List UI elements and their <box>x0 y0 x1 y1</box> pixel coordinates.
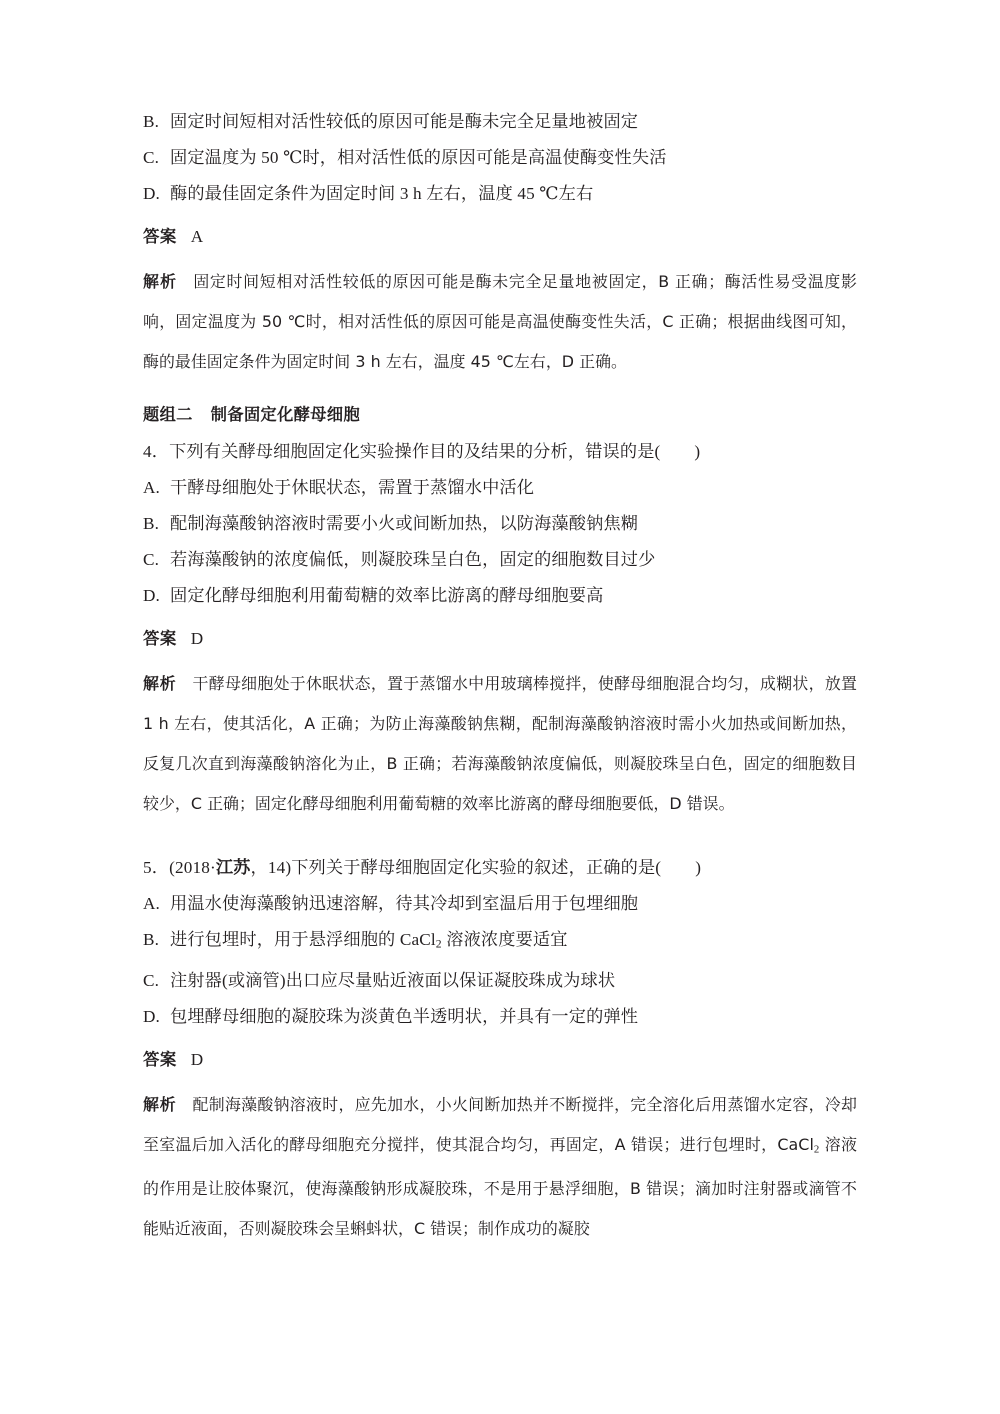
option-line <box>143 886 857 922</box>
option-line <box>143 999 857 1035</box>
question-stem <box>143 434 857 470</box>
option-line <box>143 578 857 614</box>
option-marker: B. <box>143 930 160 949</box>
spacer <box>143 824 857 850</box>
question-close-paren: ) <box>695 858 702 877</box>
section-heading <box>143 396 857 434</box>
analysis-block <box>143 262 857 382</box>
option-line <box>143 470 857 506</box>
question-source-suffix: ，14) <box>250 858 292 877</box>
option-text: 配制海藻酸钠溶液时需要小火或间断加热，以防海藻酸钠焦糊 <box>170 514 639 533</box>
page-content <box>143 104 857 1249</box>
option-text: 固定温度为 50 ℃时，相对活性低的原因可能是高温使酶变性失活 <box>170 148 667 167</box>
option-marker: D. <box>143 586 161 605</box>
question-number: 4． <box>143 442 170 461</box>
option-text: 注射器(或滴管)出口应尽量贴近液面以保证凝胶珠成为球状 <box>170 970 616 990</box>
answer-label: 答案 <box>143 629 177 648</box>
option-text: 干酵母细胞处于休眠状态，需置于蒸馏水中活化 <box>170 478 535 497</box>
option-text-before: 进行包埋时，用于悬浮细胞的 CaCl <box>170 930 436 949</box>
option-line <box>143 506 857 542</box>
analysis-text-part1: 配制海藻酸钠溶液时，应先加水，小火间断加热并不断搅拌，完全溶化后用蒸馏水定容，冷却至室温后加入活化的酵母细胞充分搅拌，使其混合均匀，再固定，A 错误；进行包埋时，CaCl <box>143 1094 857 1154</box>
analysis-label: 解析 <box>143 674 177 693</box>
answer-label: 答案 <box>143 227 177 246</box>
analysis-block <box>143 1085 857 1249</box>
analysis-text: 干酵母细胞处于休眠状态，置于蒸馏水中用玻璃棒搅拌，使酵母细胞混合均匀，成糊状，放置 1 h 左右，使其活化，A 正确；为防止海藻酸钠焦糊，配制海藻酸钠溶液时需小火加热或间断加热，反复几次直到海藻酸钠溶化为止，B 正确；若海藻酸钠浓度偏低，则凝胶珠呈白色，固定的细胞数目较少，C 正确；固定化酵母细胞利用葡萄糖的效率比游离的酵母细胞要低，D 错误。 <box>143 674 857 813</box>
chemical-subscript: 2 <box>435 937 442 951</box>
option-line <box>143 140 857 176</box>
analysis-label: 解析 <box>143 272 178 291</box>
analysis-label: 解析 <box>143 1094 177 1114</box>
option-line <box>143 963 857 999</box>
analysis-block <box>143 664 857 824</box>
option-text: 用温水使海藻酸钠迅速溶解，待其冷却到室温后用于包埋细胞 <box>170 894 639 913</box>
option-text: 若海藻酸钠的浓度偏低，则凝胶珠呈白色，固定的细胞数目过少 <box>170 550 656 569</box>
question-text: 下列有关酵母细胞固定化实验操作目的及结果的分析，错误的是( <box>169 442 661 461</box>
option-line <box>143 922 857 963</box>
option-marker: D. <box>143 184 161 203</box>
answer-line <box>143 1041 857 1079</box>
question-source-prefix: (2018· <box>169 858 216 877</box>
question-text: 下列关于酵母细胞固定化实验的叙述，正确的是( <box>291 858 662 877</box>
option-marker: C. <box>143 550 160 569</box>
spacer <box>143 382 857 396</box>
question-close-paren: ) <box>694 442 701 461</box>
option-text-after: 溶液浓度要适宜 <box>441 930 568 949</box>
answer-label: 答案 <box>143 1049 177 1069</box>
option-marker: C. <box>143 970 160 990</box>
option-line <box>143 542 857 578</box>
answer-line <box>143 620 857 658</box>
chemical-subscript: 2 <box>813 1142 820 1155</box>
section-heading-title: 制备固定化酵母细胞 <box>210 405 361 424</box>
option-marker: A. <box>143 478 161 497</box>
option-marker: B. <box>143 112 160 131</box>
question-stem <box>143 850 857 886</box>
option-marker: A. <box>143 894 161 913</box>
section-heading-name: 题组二 <box>143 405 193 424</box>
analysis-text: 固定时间短相对活性较低的原因可能是酶未完全足量地被固定，B 正确；酶活性易受温度影响，固定温度为 50 ℃时，相对活性低的原因可能是高温使酶变性失活，C 正确；根据曲线图可知，酶的最佳固定条件为固定时间 3 h 左右，温度 45 ℃左右，D 正确。 <box>143 272 857 371</box>
option-text: 固定化酵母细胞利用葡萄糖的效率比游离的酵母细胞要高 <box>170 586 604 605</box>
answer-value: D <box>190 629 204 648</box>
option-marker: B. <box>143 514 160 533</box>
question-source-place: 江苏 <box>215 858 251 877</box>
answer-value: A <box>190 227 204 246</box>
option-text: 固定时间短相对活性较低的原因可能是酶未完全足量地被固定 <box>170 112 639 131</box>
option-line <box>143 176 857 212</box>
option-text: 包埋酵母细胞的凝胶珠为淡黄色半透明状，并具有一定的弹性 <box>170 1006 639 1026</box>
question-number: 5． <box>143 858 170 877</box>
answer-value: D <box>190 1049 204 1069</box>
answer-line <box>143 218 857 256</box>
option-marker: C. <box>143 148 160 167</box>
analysis-text-part2: 溶液的作用是让胶体聚沉，使海藻酸钠形成凝胶珠，不是用于悬浮细胞，B 错误；滴加时注射器或滴管不能贴近液面，否则凝胶珠会呈蝌蚪状，C 错误；制作成功的凝胶 <box>143 1134 858 1238</box>
option-text: 酶的最佳固定条件为固定时间 3 h 左右，温度 45 ℃左右 <box>170 184 594 203</box>
option-line <box>143 104 857 140</box>
option-marker: D. <box>143 1006 161 1026</box>
